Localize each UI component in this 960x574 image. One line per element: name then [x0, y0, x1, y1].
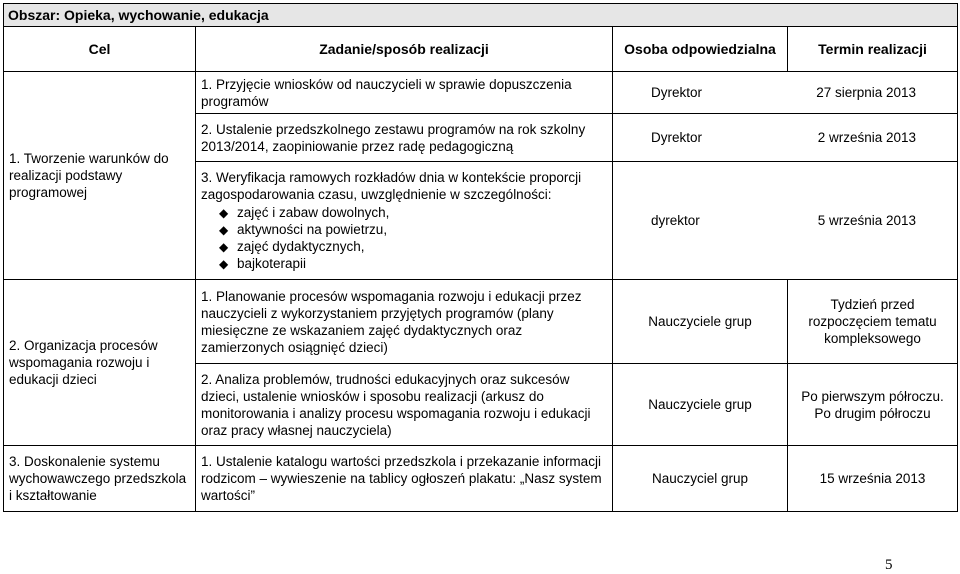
header-cel: Cel [4, 27, 196, 72]
area-title: Obszar: Opieka, wychowanie, edukacja [4, 4, 958, 27]
owner-text: Dyrektor [651, 130, 703, 145]
page-number: 5 [885, 557, 893, 573]
header-osoba: Osoba odpowiedzialna [613, 27, 788, 72]
owner-text: dyrektor [651, 213, 700, 228]
task-text: 3. Weryfikacja ramowych rozkładów dnia w kontekście proporcji zagospodarowania czasu, uwzględnienie w szczególności: [201, 170, 582, 202]
list-item: ◆ aktywności na powietrzu, [219, 222, 388, 237]
deadline-cell: Tydzień przed rozpoczęciem tematu kompleksowego [788, 280, 958, 364]
bullet-icon: ◆ [219, 206, 229, 220]
owner-deadline-cell [613, 162, 958, 280]
task-cell: 1. Ustalenie katalogu wartości przedszkola i przekazanie informacji rodzicom – wywieszenie na tablicy ogłoszeń plakatu: „Nasz system wartości” [196, 446, 613, 512]
table-row [4, 446, 958, 512]
task-cell: 2. Ustalenie przedszkolnego zestawu programów na rok szkolny 2013/2014, zaopiniowanie przez radę pedagogiczną [196, 114, 613, 162]
goal-cell: 1. Tworzenie warunków do realizacji podstawy programowej [4, 72, 196, 280]
header-row [4, 27, 958, 72]
bullet-icon: ◆ [219, 257, 229, 271]
bullet-icon: ◆ [219, 240, 229, 254]
deadline-cell: 15 września 2013 [788, 446, 958, 512]
bullet-icon: ◆ [219, 223, 229, 237]
deadline-text: 27 sierpnia 2013 [816, 85, 917, 100]
area-title-row [4, 4, 958, 27]
header-termin: Termin realizacji [788, 27, 958, 72]
deadline-text: 2 września 2013 [817, 130, 917, 145]
list-item: ◆ zajęć i zabaw dowolnych, [219, 205, 390, 220]
task-cell: 1. Przyjęcie wniosków od nauczycieli w sprawie dopuszczenia programów [196, 72, 613, 114]
owner-text: Dyrektor [651, 85, 703, 100]
goal-cell: 3. Doskonalenie systemu wychowawczego przedszkola i kształtowanie [4, 446, 196, 512]
header-zadanie: Zadanie/sposób realizacji [196, 27, 613, 72]
list-item: ◆ bajkoterapii [219, 256, 307, 271]
table-row [4, 280, 958, 364]
owner-deadline-cell [613, 114, 958, 162]
goal-cell: 2. Organizacja procesów wspomagania rozwoju i edukacji dzieci [4, 280, 196, 446]
deadline-cell: Po pierwszym półroczu. Po drugim półroczu [788, 364, 958, 446]
list-item: ◆ zajęć dydaktycznych, [219, 239, 365, 254]
bullet-list [201, 204, 607, 272]
owner-cell: Nauczyciele grup [613, 280, 788, 364]
owner-cell: Nauczyciel grup [613, 446, 788, 512]
owner-cell: Nauczyciele grup [613, 364, 788, 446]
table-row [4, 72, 958, 114]
task-cell [196, 162, 613, 280]
task-cell: 2. Analiza problemów, trudności edukacyjnych oraz sukcesów dzieci, ustalenie wniosków i sposobu realizacji (arkusz do monitorowania i analizy procesu wspomagania rozwoju i edukacji oraz pracy własnej nauczyciela) [196, 364, 613, 446]
owner-deadline-cell [613, 72, 958, 114]
plan-table [3, 3, 958, 512]
deadline-text: 5 września 2013 [817, 213, 917, 228]
task-cell: 1. Planowanie procesów wspomagania rozwoju i edukacji przez nauczycieli z wykorzystaniem przyjętych programów (plany miesięczne ze wskazaniem zajęć dydaktycznych oraz zamierzonych osiągnięć dzieci) [196, 280, 613, 364]
